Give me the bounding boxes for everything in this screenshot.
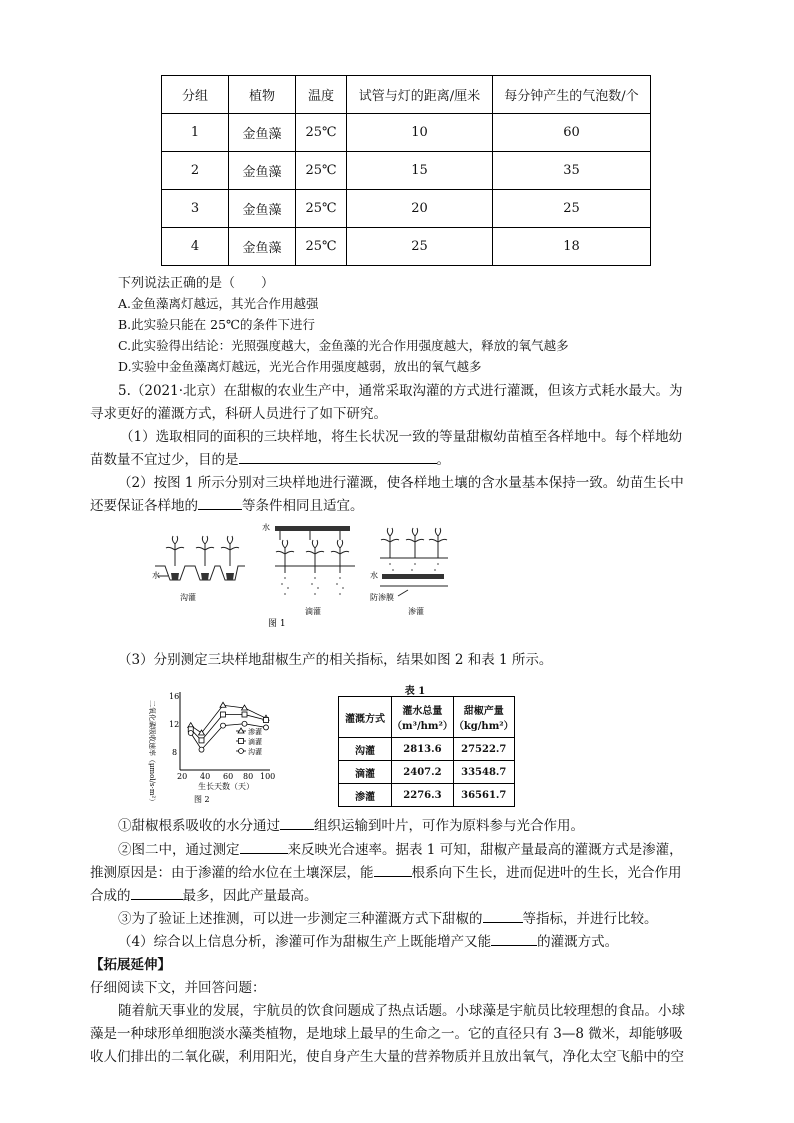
question-stem: 下列说法正确的是（ ） — [118, 276, 275, 291]
table1-cell: 2276.3 — [392, 784, 454, 807]
q5-s1-text-a: ①甜椒根系吸收的水分通过 — [118, 818, 280, 834]
data-point — [199, 738, 204, 743]
option-a: A.金鱼藻离灯越远，其光合作用越强 — [118, 296, 319, 311]
table-cell: 25℃ — [296, 190, 347, 228]
x-tick-label: 80 — [243, 772, 254, 781]
legend-marker — [239, 749, 244, 754]
plant-icon — [276, 540, 294, 573]
table1-cell: 33548.7 — [453, 761, 514, 784]
table1-row — [339, 738, 515, 761]
q5-s1 — [118, 814, 584, 834]
y-tick-label: 12 — [169, 720, 180, 729]
x-tick-label: 60 — [223, 772, 234, 781]
drip-pipe — [275, 526, 350, 531]
table1-wrapper — [338, 696, 515, 807]
plant-icon — [381, 528, 399, 558]
answer-blank[interactable] — [131, 887, 183, 900]
legend-marker — [239, 739, 244, 744]
label-seep: 渗灌 — [408, 607, 424, 616]
data-point — [221, 712, 226, 717]
x-tick-label: 20 — [177, 772, 188, 781]
table1-cell: 2813.6 — [392, 738, 454, 761]
q5-p1-text-b: 。 — [436, 452, 450, 468]
answer-blank[interactable] — [374, 864, 412, 877]
table-cell: 4 — [162, 228, 229, 266]
q5-s2-line1 — [118, 838, 683, 858]
header-cell: 试管与灯的距离/厘米 — [347, 76, 493, 114]
table1 — [338, 696, 515, 807]
q5-p1-line2 — [90, 448, 450, 468]
figure-1-caption: 图 1 — [268, 619, 286, 628]
table-cell: 10 — [347, 114, 493, 152]
plant-icon — [166, 536, 184, 566]
membrane-pointer — [398, 590, 408, 596]
legend-seep: 渗灌 — [248, 728, 262, 736]
section-heading: 【拓展延伸】 — [90, 957, 171, 973]
table-cell: 25 — [347, 228, 493, 266]
y-tick-label: 16 — [169, 692, 180, 701]
table-cell: 25℃ — [296, 152, 347, 190]
ext-line3: 收人们排出的二氧化碳，利用阳光，使自身产生大量的营养物质并且放出氧气，净化太空飞船中的空 — [90, 1049, 684, 1065]
ext-line1: 随着航天事业的发展，宇航员的饮食问题成了热点话题。小球藻是宇航员比较理想的食品。小球 — [118, 1003, 685, 1019]
table-cell: 2 — [162, 152, 229, 190]
answer-blank[interactable] — [483, 910, 523, 923]
q5-s2-text-a: ②图二中，通过测定 — [118, 842, 240, 858]
table1-title: 表 1 — [404, 686, 426, 697]
table-cell: 1 — [162, 114, 229, 152]
q5-s3 — [118, 907, 658, 927]
q5-p2-line2 — [90, 494, 364, 514]
header-cell: 温度 — [296, 76, 347, 114]
y-axis-label: 二氧化碳吸收速率（μmol/s·m²） — [148, 700, 156, 806]
water-label: 水 — [370, 571, 378, 580]
table-cell: 25℃ — [296, 114, 347, 152]
option-d: D.实验中金鱼藻离灯越远，光光合作用强度越弱，放出的氧气越多 — [118, 359, 482, 374]
legend-furrow: 沟灌 — [248, 748, 262, 756]
answer-blank[interactable] — [198, 497, 242, 510]
table-cell: 金鱼藻 — [229, 228, 296, 266]
data-point — [188, 731, 193, 736]
y-tick-label: 8 — [172, 748, 178, 757]
table-row — [162, 190, 651, 228]
q5-s2-line2 — [90, 861, 682, 881]
q5-s2-text-c: 推测原因是：由于渗灌的给水位在土壤深层，能 — [90, 865, 374, 881]
plant-icon — [221, 536, 239, 566]
table1-header-cell: 甜椒产量（kg/hm²） — [453, 697, 514, 738]
q5-p4 — [118, 930, 618, 950]
water-label: 水 — [152, 571, 160, 580]
table-cell: 25℃ — [296, 228, 347, 266]
data-point — [264, 718, 269, 723]
header-cell: 每分钟产生的气泡数/个 — [493, 76, 651, 114]
q5-s3-text-b: 等指标，并进行比较。 — [522, 911, 658, 927]
q5-p1-text-a: 苗数量不宜过少，目的是 — [90, 452, 239, 468]
q5-s1-text-b: 组织运输到叶片，可作为原料参与光合作用。 — [314, 818, 584, 834]
x-axis-label: 生长天数（天） — [198, 782, 254, 791]
q5-p1-line1: （1）选取相同的面积的三块样地，将生长状况一致的等量甜椒幼苗植至各样地中。每个样地幼 — [120, 429, 683, 445]
q5-p3: （3）分别测定三块样地甜椒生产的相关指标，结果如图 2 和表 1 所示。 — [118, 652, 553, 668]
answer-blank[interactable] — [240, 841, 288, 854]
legend-marker — [238, 728, 244, 733]
table-cell: 金鱼藻 — [229, 114, 296, 152]
table-cell: 20 — [347, 190, 493, 228]
figure-1-drawing — [150, 518, 450, 628]
table1-cell: 滴灌 — [339, 761, 392, 784]
plant-icon — [331, 540, 349, 573]
q5-p4-text-b: 的灌溉方式。 — [537, 934, 619, 950]
water-label: 水 — [262, 523, 270, 532]
table1-cell: 渗灌 — [339, 784, 392, 807]
option-c: C.此实验得出结论：光照强度越大，金鱼藻的光合作用强度越大，释放的氧气越多 — [118, 338, 569, 353]
x-tick-label: 40 — [200, 772, 211, 781]
answer-blank[interactable] — [239, 451, 437, 464]
plant-icon — [306, 540, 324, 573]
answer-blank[interactable] — [280, 817, 314, 830]
figure-2-caption: 图 2 — [194, 795, 210, 804]
table-cell: 15 — [347, 152, 493, 190]
q5-s3-text-a: ③为了验证上述推测，可以进一步测定三种灌溉方式下甜椒的 — [118, 911, 483, 927]
label-membrane: 防渗膜 — [370, 593, 394, 602]
table-cell: 35 — [493, 152, 651, 190]
data-point — [220, 702, 226, 707]
table-header-row — [162, 76, 651, 114]
table1-row — [339, 761, 515, 784]
q5-p2-text-a: 还要保证各样地的 — [90, 498, 198, 514]
header-cell: 植物 — [229, 76, 296, 114]
data-point — [242, 712, 247, 717]
table1-cell: 2407.2 — [392, 761, 454, 784]
table-row — [162, 152, 651, 190]
q5-s2-text-d: 根系向下生长，进而促进叶的生长，光合作用 — [411, 865, 682, 881]
table-cell: 3 — [162, 190, 229, 228]
q5-s2-text-b: 来反映光合速率。据表 1 可知，甜椒产量最高的灌溉方式是渗灌， — [287, 842, 683, 858]
plant-icon — [196, 536, 214, 566]
table1-header-cell: 灌水总量（m³/hm²） — [392, 697, 454, 738]
table-cell: 18 — [493, 228, 651, 266]
option-b: B.此实验只能在 25℃的条件下进行 — [118, 317, 316, 332]
table1-cell: 沟灌 — [339, 738, 392, 761]
table-cell: 25 — [493, 190, 651, 228]
q5-s2-line3 — [90, 884, 318, 904]
label-furrow: 沟灌 — [180, 593, 196, 602]
table-row — [162, 114, 651, 152]
experiment-table — [161, 75, 651, 266]
table1-cell: 36561.7 — [453, 784, 514, 807]
data-point — [242, 721, 247, 726]
x-tick-label: 100 — [260, 772, 276, 781]
table1-header-row — [339, 697, 515, 738]
q5-intro-line2: 寻求更好的灌溉方式，科研人员进行了如下研究。 — [90, 406, 387, 422]
q5-intro-line1: 5.（2021·北京）在甜椒的农业生产中，通常采取沟灌的方式进行灌溉，但该方式耗水最大。为 — [118, 383, 683, 399]
plant-icon — [406, 528, 424, 558]
table-row — [162, 228, 651, 266]
table1-header-cell: 灌溉方式 — [339, 697, 392, 738]
seep-pipe — [382, 574, 444, 579]
plant-icon — [429, 528, 447, 558]
figure-1 — [150, 518, 450, 628]
figure-2-chart — [140, 688, 290, 808]
table1-cell: 27522.7 — [453, 738, 514, 761]
legend-drip: 滴灌 — [248, 738, 262, 746]
label-drip: 滴灌 — [305, 607, 321, 616]
table-cell: 金鱼藻 — [229, 152, 296, 190]
q5-p2-line1: （2）按图 1 所示分别对三块样地进行灌溉，使各样地土壤的含水量基本保持一致。幼苗生长中 — [118, 475, 684, 491]
ext-line2: 藻是一种球形单细胞淡水藻类植物，是地球上最早的生命之一。它的直径只有 3—8 微米，却能够吸 — [90, 1026, 683, 1042]
ext-prompt: 仔细阅读下文，并回答问题： — [90, 980, 266, 996]
q5-s2-text-f: 最多，因此产量最高。 — [182, 888, 318, 904]
table-cell: 60 — [493, 114, 651, 152]
q5-p4-text-a: （4）综合以上信息分析，渗灌可作为甜椒生产上既能增产又能 — [118, 934, 492, 950]
table1-row — [339, 784, 515, 807]
q5-p2-text-b: 等条件相同且适宜。 — [242, 498, 364, 514]
header-cell: 分组 — [162, 76, 229, 114]
data-point — [199, 747, 204, 752]
drip-tubes — [280, 531, 340, 540]
data-point — [264, 725, 269, 730]
data-point — [221, 723, 226, 728]
answer-blank[interactable] — [491, 933, 537, 946]
q5-s2-text-e: 合成的 — [90, 888, 131, 904]
figure-2 — [140, 688, 290, 808]
table-cell: 金鱼藻 — [229, 190, 296, 228]
